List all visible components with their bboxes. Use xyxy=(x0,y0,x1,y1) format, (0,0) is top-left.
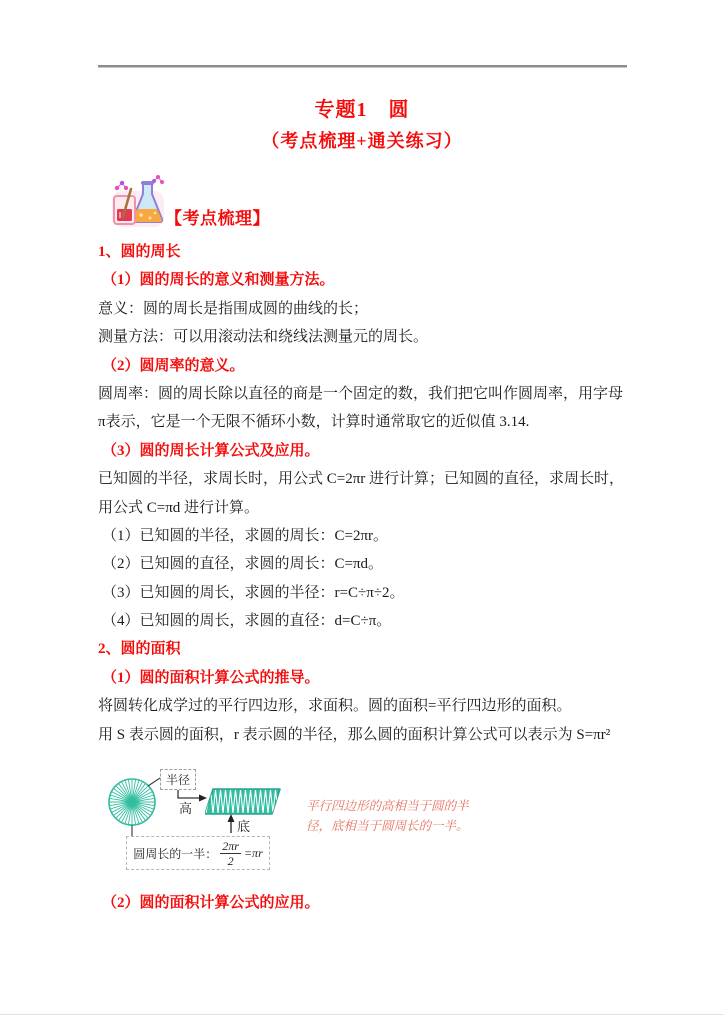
application-heading: （2）圆的面积计算公式的应用。 xyxy=(102,895,320,911)
content-line: （1）圆的面积计算公式的推导。 xyxy=(102,669,320,686)
bottom-divider-line xyxy=(0,1014,724,1015)
content-line: （4）已知圆的周长，求圆的直径：d=C÷π。 xyxy=(102,613,392,630)
content-line: 用公式 C=πd 进行计算。 xyxy=(98,499,260,516)
sector-circle-figure xyxy=(106,776,158,828)
top-divider-line xyxy=(98,65,627,68)
content-line: 测量方法：可以用滚动法和绕线法测量元的周长。 xyxy=(98,329,429,346)
content-line: （3）圆的周长计算公式及应用。 xyxy=(102,442,320,459)
fraction xyxy=(220,840,241,867)
half-circumference-formula-box xyxy=(126,836,270,870)
content-line: （3）已知圆的周长，求圆的半径：r=C÷π÷2。 xyxy=(102,584,405,601)
content-line: 2、圆的面积 xyxy=(98,641,181,658)
base-label: 底 xyxy=(237,819,251,834)
fraction-result: =πr xyxy=(243,845,263,860)
note-line-2: 径，底相当于圆周长的一半。 xyxy=(306,819,469,833)
note-line-1: 平行四边形的高相当于圆的半 xyxy=(306,799,469,813)
content-line: 已知圆的半径，求周长时，用公式 C=2πr 进行计算；已知圆的直径，求周长时， xyxy=(98,471,625,488)
circle-to-parallelogram-diagram xyxy=(98,765,628,887)
section-label-exam-points: 【考点梳理】 xyxy=(165,209,270,228)
content-line: π表示，它是一个无限不循环小数，计算时通常取它的近似值 3.14. xyxy=(98,414,530,431)
content-line: （2）圆周率的意义。 xyxy=(102,357,245,374)
content-line: 圆周率：圆的周长除以直径的商是一个固定的数，我们把它叫作圆周率，用字母 xyxy=(98,385,624,402)
chemistry-flask-icon xyxy=(110,175,166,228)
content-line: 意义：圆的周长是指围成圆的曲线的长； xyxy=(98,300,369,317)
radius-label-box: 半径 xyxy=(160,769,196,790)
content-line: 用 S 表示圆的面积，r 表示圆的半径，那么圆的面积计算公式可以表示为 S=πr² xyxy=(98,726,611,743)
formula-prefix: 圆周长的一半： xyxy=(133,846,218,861)
page-title: 专题1 圆 xyxy=(314,99,410,121)
fraction-denominator: 2 xyxy=(227,853,234,868)
content-line: 1、圆的周长 xyxy=(98,244,181,260)
content-line: （1）已知圆的半径，求圆的周长：C=2πr。 xyxy=(102,527,389,544)
parallelogram-figure xyxy=(205,788,281,815)
content-lines xyxy=(98,238,638,749)
content-line: （1）圆的周长的意义和测量方法。 xyxy=(102,272,335,289)
handwritten-note xyxy=(306,796,526,836)
height-label: 高 xyxy=(179,801,193,816)
page-subtitle: （考点梳理+通关练习） xyxy=(261,131,463,151)
content-line: 将圆转化成学过的平行四边形，求面积。圆的面积=平行四边形的面积。 xyxy=(98,698,572,715)
fraction-numerator: 2πr xyxy=(222,838,239,853)
content-line: （2）已知圆的直径，求圆的周长：C=πd。 xyxy=(102,556,384,573)
